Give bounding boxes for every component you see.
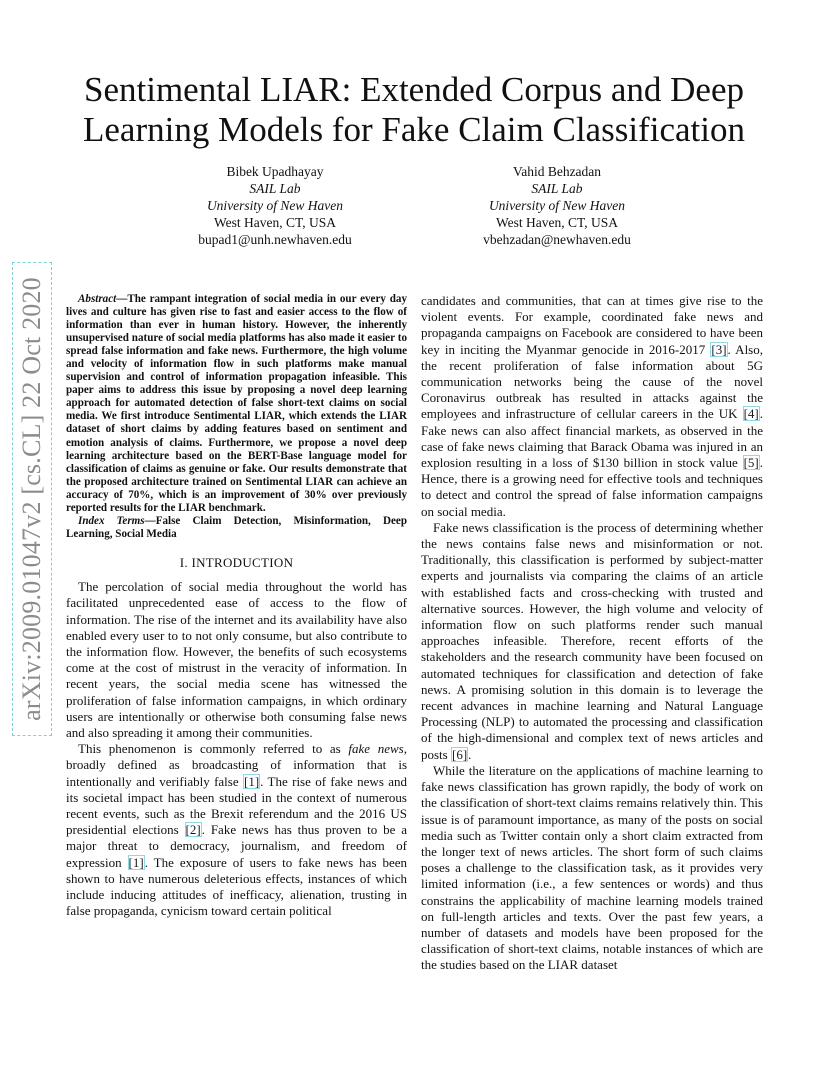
author-block-2 — [437, 163, 677, 248]
author-block-1 — [155, 163, 395, 248]
abstract-label: Abstract — [78, 293, 117, 305]
intro-paragraph-4: While the literature on the applications of machine learning to fake news classification has grown rapidly, the body of work on the classification of short-text claims remains relatively thin. This issue is of paramount importance, as many of the posts on social media such as Twitter contain only a short claim extracted from the longer text of news articles. The short form of such claims poses a challenge to the classification task, as it provides very limited information (i.e., a few sentences or words) and thus constrains the applicability of machine learning models trained on full-length articles and texts. Over the past few years, a number of datasets and models have been proposed for the classification of short-text claims, notable instances of which are the studies based on the LIAR dataset — [421, 762, 763, 973]
fake-news-term: fake news — [348, 741, 404, 757]
index-terms-text: —False Claim Detection, Misinformation, Deep Learning, Social Media — [66, 514, 407, 540]
author-email: bupad1@unh.newhaven.edu — [198, 232, 352, 247]
author-lab: SAIL Lab — [531, 181, 583, 196]
abstract-text: —The rampant integration of social media in our every day lives and culture has given rise to fast and easier access to the flow of information than ever in human history. However, the inherently unsupervised nature of social media platforms has also made it easier to spread false information and fake news. Furthermore, the high volume and velocity of information flow in such platforms make manual supervision and control of information propagation infeasible. This paper aims to address this issue by proposing a novel deep learning approach for automated detection of false short-text claims on social media. We first introduce Sentimental LIAR, which extends the LIAR dataset of short claims by adding features based on sentiment and emotion analysis of claims. Furthermore, we propose a novel deep learning architecture based on the BERT-Base language model for classification of claims as genuine or fake. Our results demonstrate that the proposed architecture trained on Sentimental LIAR can achieve an accuracy of 70%, which is an improvement of 30% over previously reported results for the LIAR benchmark. — [66, 293, 407, 514]
intro-paragraph-3: Fake news classification is the process of determining whether the news contains false news and misinformation or not. Traditionally, this classification is performed by subject-matter experts and journalists via comparing the claims of an article with established facts and cross-checking with trusted and alternative sources. However, the high volume and velocity of information flow on such platforms render such manual approaches infeasible. Therefore, recent efforts of the stakeholders and the research community have been focused on automated techniques for classification and detection of fake news. A promising solution in this domain is to leverage the recent advances in machine learning and Natural Language Processing (NLP) to automated the processing and classification of the high-dimensional and complex text of news articles and posts [6]. — [421, 519, 763, 762]
left-column — [66, 293, 407, 919]
intro-paragraph-2: This phenomenon is commonly referred to as fake news, broadly defined as broadcasting of information that is intentionally and verifiably false [1]. The rise of fake news and its societal impact has been studied in the context of numerous recent events, such as the Brexit referendum and the 2016 US presidential elections [2]. Fake news has thus proven to be a major threat to democracy, journalism, and freedom of expression [1]. The exposure of users to fake news has been shown to have numerous deleterious effects, instances of which include inducing attitudes of inefficacy, alienation, trusting in false propaganda, cynicism toward certain political — [66, 741, 408, 919]
citation-link[interactable]: [2] — [185, 822, 201, 838]
right-column — [421, 293, 763, 974]
abstract — [66, 293, 407, 515]
citation-link[interactable]: [1] — [128, 854, 144, 870]
citation-link[interactable]: [6] — [451, 746, 468, 762]
author-name: Vahid Behzadan — [512, 164, 602, 179]
index-terms — [66, 515, 407, 541]
paper-title: Sentimental LIAR: Extended Corpus and Deep Learning Models for Fake Claim Classification — [83, 70, 745, 149]
author-location: West Haven, CT, USA — [495, 215, 619, 230]
author-university: University of New Haven — [488, 198, 626, 213]
citation-link[interactable]: [3] — [711, 341, 727, 357]
index-terms-label: Index Terms — [78, 514, 145, 527]
intro-paragraph-1: The percolation of social media throughout the world has facilitated unprecedented ease of access to the flow of information. The rise of the internet and its availability have also enabled every user to to not only consume, but also contribute to the information flow. However, the benefits of such ecosystems come at the cost of mistrust in the veracity of information. In recent years, the social media scene has witnessed the proliferation of false information campaigns, in which ordinary users are intentionally or otherwise both consuming false news and also spreading it among their communities. — [66, 579, 407, 740]
section-heading: I. INTRODUCTION — [179, 554, 294, 570]
citation-link[interactable]: [1] — [244, 773, 260, 789]
author-email: vbehzadan@newhaven.edu — [483, 232, 631, 247]
intro-paragraph-continued: candidates and communities, that can at times give rise to the violent events. For example, coordinated fake news and propaganda campaigns on Facebook are considered to have been key in inciting the Myanmar genocide in 2016-2017 [3]. Also, the recent proliferation of false information about 5G communication networks being the cause of the novel Coronavirus outbreak has resulted in attacks against the employees and infrastructure of cellular careers in the UK [4]. Fake news can also affect financial markets, as observed in the case of fake news claiming that Barack Obama was injured in an explosion resulting in a loss of $130 billion in stock value [5]. Hence, there is a growing need for effective tools and techniques to detect and control the spread of false information campaigns on social media. — [421, 293, 763, 519]
author-name: Bibek Upadhayay — [226, 164, 324, 179]
citation-link[interactable]: [4] — [743, 406, 759, 422]
arxiv-stamp-text[interactable]: arXiv:2009.01047v2 [cs.CL] 22 Oct 2020 — [17, 277, 46, 721]
author-lab: SAIL Lab — [249, 181, 301, 196]
citation-link[interactable]: [5] — [743, 455, 759, 471]
author-location: West Haven, CT, USA — [213, 215, 337, 230]
author-university: University of New Haven — [206, 198, 344, 213]
